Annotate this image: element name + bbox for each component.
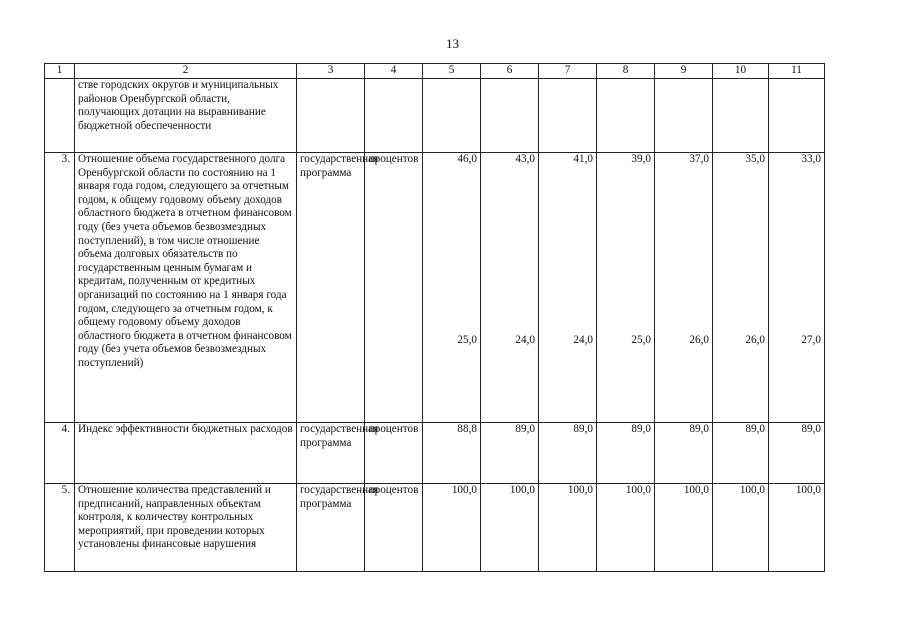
header-cell: 2: [75, 64, 297, 79]
value-primary: 39,0: [631, 153, 651, 165]
indicator-unit: процентов: [365, 153, 423, 423]
value-secondary: 27,0: [801, 333, 821, 346]
value-primary: 33,0: [801, 153, 821, 165]
value-primary: 37,0: [689, 153, 709, 165]
value-cell: 89,0: [769, 423, 825, 484]
value-cell: 100,0: [769, 484, 825, 572]
value-cell: [769, 153, 825, 423]
value-cell: 89,0: [481, 423, 539, 484]
value-cell: [423, 79, 481, 153]
header-cell: 3: [297, 64, 365, 79]
value-cell: [539, 153, 597, 423]
value-cell: [597, 79, 655, 153]
value-cell: [423, 153, 481, 423]
value-cell: [539, 79, 597, 153]
value-cell: [655, 79, 713, 153]
header-cell: 9: [655, 64, 713, 79]
value-cell: [769, 79, 825, 153]
header-cell: 4: [365, 64, 423, 79]
value-cell: [713, 153, 769, 423]
value-secondary: 26,0: [689, 333, 709, 346]
value-cell: 89,0: [597, 423, 655, 484]
indicator-source: государственная программа: [297, 423, 365, 484]
indicator-name: Отношение количества представлений и предписаний, направленных объектам контроля, к количеству контрольных мероприятий, при проведении которых установлены финансовые нарушения: [75, 484, 297, 572]
table-row: [45, 484, 825, 572]
value-cell: [481, 153, 539, 423]
value-secondary: 24,0: [573, 333, 593, 346]
header-cell: 6: [481, 64, 539, 79]
value-cell: 88,8: [423, 423, 481, 484]
value-cell: 89,0: [655, 423, 713, 484]
value-cell: [481, 79, 539, 153]
header-cell: 7: [539, 64, 597, 79]
value-primary: 41,0: [573, 153, 593, 165]
header-cell: 10: [713, 64, 769, 79]
indicator-source: государственная программа: [297, 484, 365, 572]
value-cell: 89,0: [713, 423, 769, 484]
indicator-name: Индекс эффективности бюджетных расходов: [75, 423, 297, 484]
value-cell: 100,0: [481, 484, 539, 572]
indicator-unit: [365, 79, 423, 153]
value-cell: 100,0: [713, 484, 769, 572]
row-number: 4.: [45, 423, 75, 484]
table-row: [45, 423, 825, 484]
value-cell: 100,0: [655, 484, 713, 572]
header-row: [45, 64, 825, 79]
indicator-source: государственная программа: [297, 153, 365, 423]
header-cell: 8: [597, 64, 655, 79]
header-cell: 5: [423, 64, 481, 79]
value-secondary: 26,0: [745, 333, 765, 346]
value-cell: 100,0: [539, 484, 597, 572]
value-cell: [597, 153, 655, 423]
value-secondary: 25,0: [457, 333, 477, 346]
value-primary: 43,0: [515, 153, 535, 165]
header-cell: 11: [769, 64, 825, 79]
value-primary: 35,0: [745, 153, 765, 165]
value-secondary: 25,0: [631, 333, 651, 346]
table-row: [45, 79, 825, 153]
value-cell: [713, 79, 769, 153]
page-number: 13: [446, 36, 459, 51]
indicator-unit: процентов: [365, 484, 423, 572]
indicator-unit: процентов: [365, 423, 423, 484]
value-primary: 46,0: [457, 153, 477, 165]
value-cell: 100,0: [423, 484, 481, 572]
row-number: [45, 79, 75, 153]
row-number: 5.: [45, 484, 75, 572]
value-cell: 100,0: [597, 484, 655, 572]
indicator-name: Отношение объема государственного долга Оренбургской области по состоянию на 1 января года годом, следующего за отчетным годом, к общему годовому объему доходов областного бюджета в отчетном финансовом году (без учета объемов безвозмездных поступлений), в том числе отношение объема долговых обязательств по государственным ценным бумагам и кредитам, полученным от кредитных организаций по состоянию на 1 января года годом, следующего за отчетным годом, к общему годовому объему доходов областного бюджета в отчетном финансовом году (без учета объемов безвозмездных поступлений): [75, 153, 297, 423]
indicator-name: стве городских округов и муниципальных районов Оренбургской области, получающих дотации на выравнивание бюджетной обеспеченности: [75, 79, 297, 153]
indicators-table: [44, 63, 825, 572]
value-secondary: 24,0: [515, 333, 535, 346]
table-row: [45, 153, 825, 423]
value-cell: [655, 153, 713, 423]
indicator-source: [297, 79, 365, 153]
header-cell: 1: [45, 64, 75, 79]
value-cell: 89,0: [539, 423, 597, 484]
row-number: 3.: [45, 153, 75, 423]
